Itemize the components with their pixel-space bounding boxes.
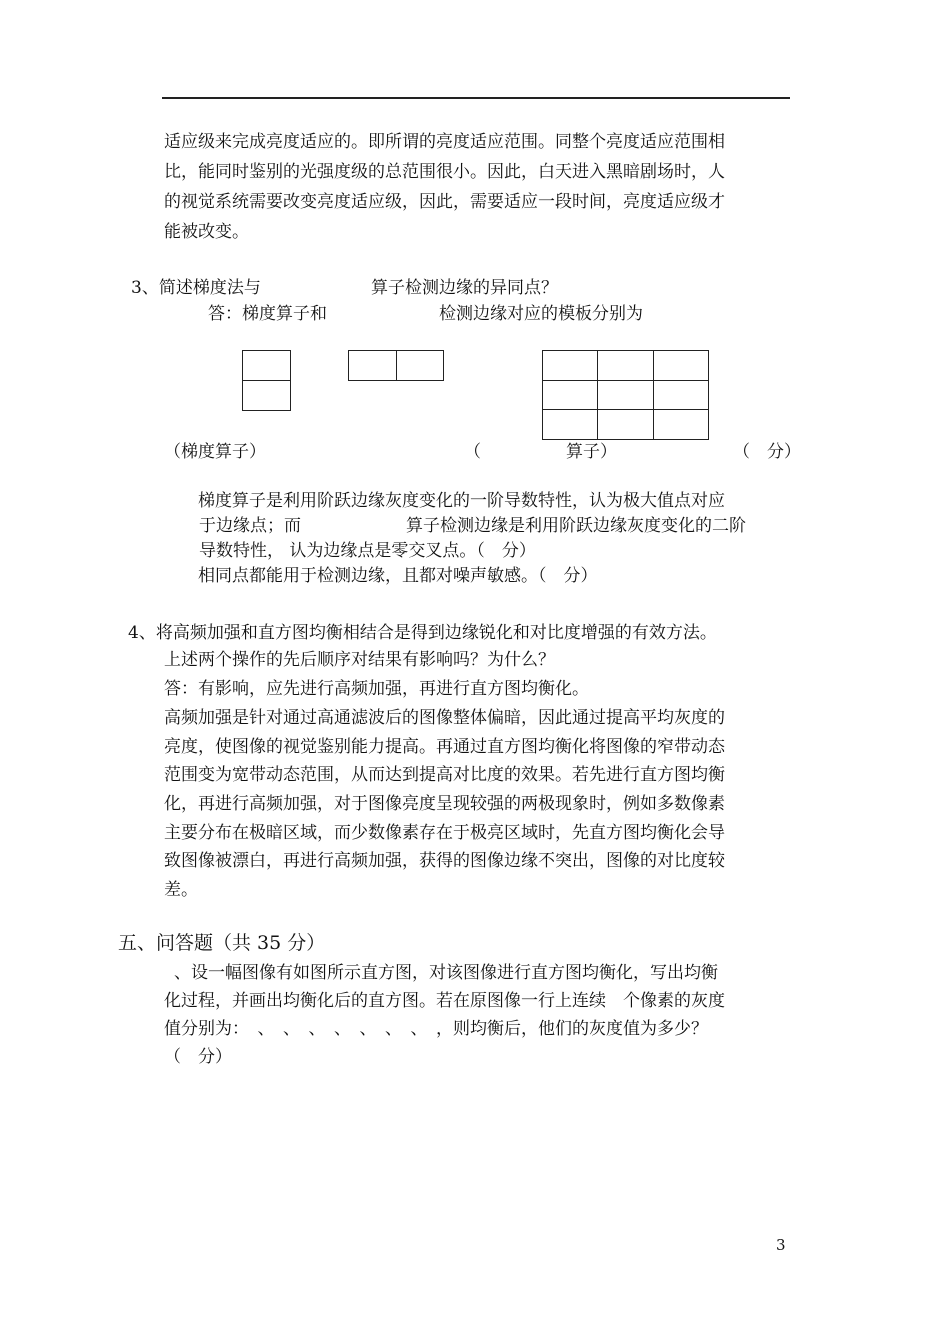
q3-explanation-line: 梯度算子是利用阶跃边缘灰度变化的一阶导数特性，认为极大值点对应 [198, 491, 725, 511]
caption-score: （ 分） [733, 442, 801, 462]
section5-line: 值分别为： 、 、 、 、 、 、 、 ，则均衡后，他们的灰度值为多少？ [164, 1019, 708, 1039]
q4-line: 答：有影响，应先进行高频加强，再进行直方图均衡化。 [164, 679, 589, 699]
q3-answer-part1: 答：梯度算子和 [208, 304, 327, 324]
q4-line: 主要分布在极暗区域，而少数像素存在于极亮区域时，先直方图均衡化会导 [164, 823, 725, 843]
header-rule [162, 97, 790, 99]
gradient-template-vertical [242, 350, 291, 411]
q4-line: 致图像被漂白，再进行高频加强，获得的图像边缘不突出，图像的对比度较 [164, 851, 725, 871]
section5-line: （ 分） [164, 1047, 232, 1067]
q3-explanation-line: 算子检测边缘是利用阶跃边缘灰度变化的二阶 [406, 516, 746, 536]
q3-answer-part2: 检测边缘对应的模板分别为 [439, 304, 643, 324]
q3-question-part2: 算子检测边缘的异同点？ [371, 278, 558, 298]
q3-explanation-line: 导数特性， 认为边缘点是零交叉点。（ 分） [199, 541, 536, 561]
paragraph-line: 比，能同时鉴别的光强度级的总范围很小。因此，白天进入黑暗剧场时，人 [164, 162, 725, 182]
caption-paren-open: （ [464, 442, 481, 462]
q4-line: 范围变为宽带动态范围，从而达到提高对比度的效果。若先进行直方图均衡 [164, 765, 725, 785]
q4-line: 差。 [164, 880, 198, 900]
caption-gradient-operator: （梯度算子） [164, 442, 266, 462]
paragraph-line: 适应级来完成亮度适应的。即所谓的亮度适应范围。同整个亮度适应范围相 [164, 132, 725, 152]
operator-template-3x3 [542, 350, 709, 440]
section5-line: 、设一幅图像有如图所示直方图，对该图像进行直方图均衡化，写出均衡 [174, 963, 718, 983]
q3-explanation-line: 于边缘点；而 [199, 516, 301, 536]
q3-question-part1: 3、简述梯度法与 [131, 278, 261, 298]
q4-line: 亮度，使图像的视觉鉴别能力提高。再通过直方图均衡化将图像的窄带动态 [164, 737, 725, 757]
q4-line: 高频加强是针对通过高通滤波后的图像整体偏暗，因此通过提高平均灰度的 [164, 708, 725, 728]
paragraph-line: 的视觉系统需要改变亮度适应级，因此，需要适应一段时间，亮度适应级才 [164, 192, 725, 212]
caption-operator: 算子） [566, 442, 617, 462]
gradient-template-horizontal [348, 350, 444, 381]
q4-line: 上述两个操作的先后顺序对结果有影响吗？为什么？ [164, 650, 555, 670]
section5-line: 化过程，并画出均衡化后的直方图。若在原图像一行上连续 个像素的灰度 [164, 991, 725, 1011]
q4-line: 化，再进行高频加强，对于图像亮度呈现较强的两极现象时，例如多数像素 [164, 794, 725, 814]
q3-explanation-line: 相同点都能用于检测边缘，且都对噪声敏感。（ 分） [198, 566, 598, 586]
q4-line: 4、将高频加强和直方图均衡相结合是得到边缘锐化和对比度增强的有效方法。 [128, 623, 717, 643]
paragraph-line: 能被改变。 [164, 222, 249, 242]
page-number: 3 [776, 1236, 786, 1254]
section-title: 五、问答题（共 35 分） [118, 932, 326, 954]
